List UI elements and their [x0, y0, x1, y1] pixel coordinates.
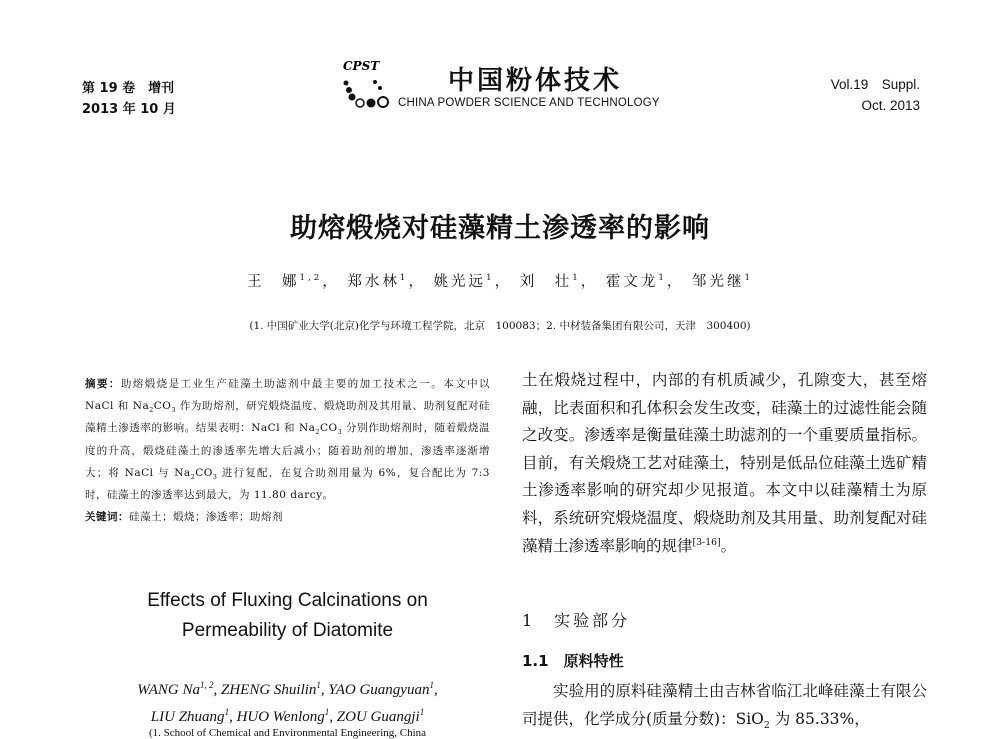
abstract: 摘要：助熔煅烧是工业生产硅藻土助滤剂中最主要的加工技术之一。本文中以 NaCl 和 $Na_2CO_3$ 作为助熔剂，研究煅烧温度、煅烧助剂及其用量、助剂复配对硅藻精土渗透率的影响。结果表明：NaCl 和 $Na_2CO_3$ 分别作助熔剂时，随着煅烧温度的升高，煅烧硅藻土的渗透率先增大后减小；随着助剂的增加，渗透率逐渐增大；将 NaCl 与 $Na_2CO_3$ 进行复配，在复合助剂用量为 6%，复合配比为 7:3 时，硅藻土的渗透率达到最大，为 11.80 darcy。: [85, 378, 491, 502]
author-list-cn: 王 娜$^{1,2}$， 郑水林$^1$， 姚光远$^1$， 刘 壮$^1$， 霍文龙$^1$， 邹光继$^1$: [246, 273, 754, 290]
keywords: 关键词：硅藻土；煅烧；渗透率；助熔剂: [85, 511, 283, 524]
author: 郑水林$^1$: [347, 273, 409, 290]
materials-paragraph: 实验用的原料硅藻精土由吉林省临江北峰硅藻土有限公司提供，化学成分(质量分数)：SiO$_2$ 为 85.33%，: [522, 682, 927, 731]
logo-dot: [367, 99, 376, 108]
section-heading: 1 实验部分: [522, 611, 631, 630]
author-en: HUO Wenlong$^1$: [236, 707, 330, 725]
date-en: Oct. 2013: [861, 98, 920, 113]
volume-info-en: [831, 74, 920, 116]
author-en: LIU Zhuang$^1$: [150, 707, 230, 725]
author: 霍文龙$^1$: [605, 273, 667, 290]
volume-info-cn: [82, 78, 176, 120]
logo-dot: [346, 87, 352, 93]
logo-dot: [378, 97, 388, 107]
author-en: WANG Na$^{1, 2}$: [137, 680, 214, 698]
author: 刘 壮$^1$: [519, 273, 581, 290]
author-en: ZHENG Shuilin$^1$: [220, 680, 321, 698]
date-cn: 2013 年 10 月: [82, 102, 176, 117]
logo-dot: [378, 86, 382, 90]
abstract-label: 摘要：: [85, 378, 121, 390]
journal-title-en: CHINA POWDER SCIENCE AND TECHNOLOGY: [398, 97, 660, 109]
logo-dot: [349, 94, 356, 101]
author: 王 娜$^{1,2}$: [246, 273, 323, 290]
logo-dot: [344, 81, 349, 86]
article-title-en: Effects of Fluxing Calcinations on Permeability of Diatomite: [147, 590, 428, 641]
article-title-cn: 助熔煅烧对硅藻精土渗透率的影响: [290, 213, 710, 244]
author-en: ZOU Guangji$^1$: [336, 707, 425, 725]
logo-dot: [373, 80, 377, 84]
intro-paragraph: 土在煅烧过程中，内部的有机质减少，孔隙变大，甚至熔融，比表面积和孔体积会发生改变，硅藻土的过滤性能会随之改变。渗透率是衡量硅藻土助滤剂的一个重要质量指标。目前，有关煅烧工艺对硅藻土，特别是低品位硅藻土选矿精土渗透率影响的研究却少见报道。本文中以硅藻精土为原料，系统研究煅烧温度、煅烧助剂及其用量、助剂复配对硅藻精土渗透率影响的规律[3-16]。: [522, 371, 927, 555]
journal-title-cn: 中国粉体技术: [448, 66, 623, 96]
keywords-label: 关键词：: [85, 511, 129, 524]
author-list-en: WANG Na$^{1, 2}$, ZHENG Shuilin$^1$, YAO Guangyuan$^1$, LIU Zhuang$^1$, HUO Wenlong$^1$, ZOU Guangji$^1$: [137, 680, 438, 725]
author: 姚光远$^1$: [433, 273, 495, 290]
logo-text: CPST: [343, 59, 380, 73]
affiliation-cn: (1. 中国矿业大学(北京)化学与环境工程学院，北京 100083；2. 中材装备集团有限公司，天津 300400): [249, 320, 751, 332]
logo-dot: [356, 99, 364, 107]
abstract-block: [85, 373, 490, 528]
affiliation-en: (1. School of Chemical and Environmental Engineering, China: [148, 727, 427, 739]
author-en: YAO Guangyuan$^1$: [328, 680, 434, 698]
volume-en: Vol.19 Suppl.: [830, 77, 920, 92]
author: 邹光继$^1$: [691, 273, 754, 290]
volume-cn: 第 19 卷 增刊: [82, 81, 175, 96]
citation: [3-16]: [692, 536, 721, 548]
subsection-heading: 1.1 原料特性: [522, 652, 624, 670]
